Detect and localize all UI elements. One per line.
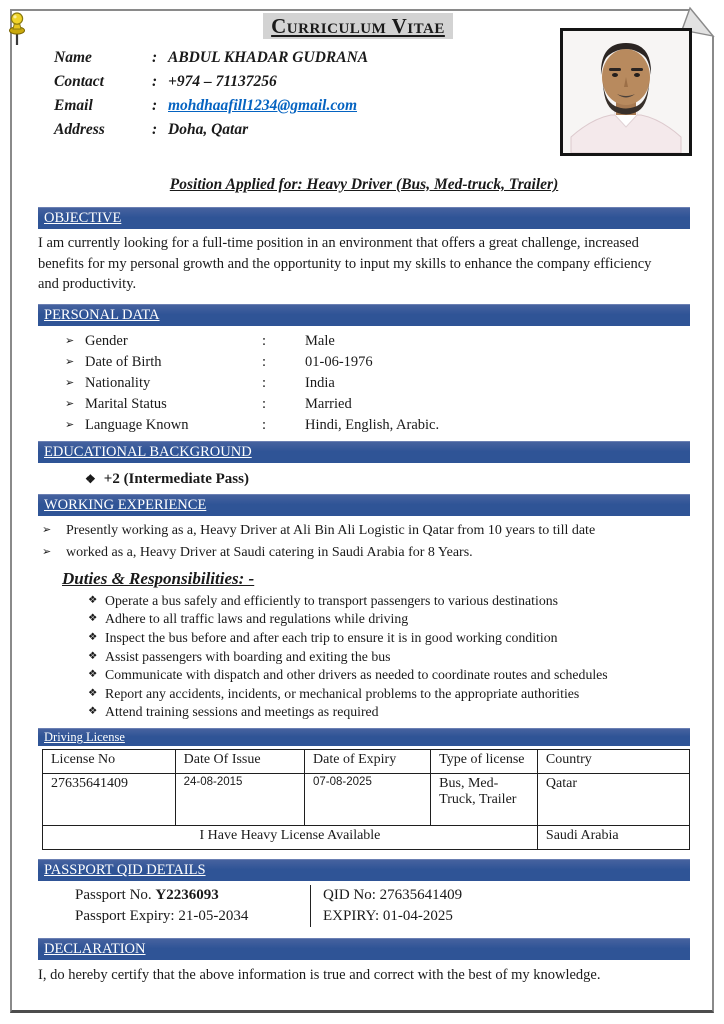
duty-item bbox=[88, 648, 690, 667]
name-value: ABDUL KHADAR GUDRANA bbox=[168, 49, 369, 66]
passport-details-block bbox=[38, 885, 690, 927]
duty-item bbox=[88, 592, 690, 611]
colon-separator: : bbox=[152, 97, 158, 114]
contact-value: +974 – 71137256 bbox=[168, 73, 277, 90]
qid-right-column bbox=[310, 885, 462, 927]
colon-separator: : bbox=[262, 353, 267, 370]
colon-separator: : bbox=[262, 395, 267, 412]
table-row bbox=[43, 773, 690, 825]
colon-separator: : bbox=[152, 73, 158, 90]
section-heading-text: WORKING EXPERIENCE bbox=[44, 496, 207, 513]
section-header-passport bbox=[38, 859, 690, 881]
qid-expiry-line bbox=[323, 906, 462, 927]
driving-license-table bbox=[42, 749, 690, 850]
duty-item bbox=[88, 610, 690, 629]
personal-value: Married bbox=[305, 395, 352, 412]
diamond-bullet-icon: ❖ bbox=[85, 471, 96, 486]
duties-list bbox=[38, 592, 690, 722]
section-header-objective bbox=[38, 207, 690, 229]
cell-date-issue: 24-08-2015 bbox=[175, 773, 304, 825]
personal-label: Date of Birth bbox=[85, 353, 162, 370]
section-heading-text: Driving License bbox=[44, 729, 125, 744]
section-heading-text: DECLARATION bbox=[44, 940, 146, 957]
passport-no-label: Passport No. bbox=[75, 886, 152, 903]
education-item bbox=[85, 468, 690, 490]
duty-item bbox=[88, 703, 690, 722]
experience-text: Presently working as a, Heavy Driver at Ali Bin Ali Logistic in Qatar from 10 years to till date bbox=[66, 522, 596, 538]
personal-value: 01-06-1976 bbox=[305, 353, 373, 370]
personal-value: Hindi, English, Arabic. bbox=[305, 416, 440, 433]
colon-separator: : bbox=[262, 416, 267, 433]
personal-value: Male bbox=[305, 332, 335, 349]
duty-item bbox=[88, 685, 690, 704]
arrow-bullet-icon: ➢ bbox=[42, 545, 52, 558]
page-title: Curriculum Vitae bbox=[263, 13, 453, 39]
field-label: Contact bbox=[54, 73, 104, 90]
section-heading-text: EDUCATIONAL BACKGROUND bbox=[44, 443, 252, 460]
arrow-bullet-icon: ➢ bbox=[65, 376, 75, 389]
col-header-date-expiry: Date of Expiry bbox=[305, 749, 431, 773]
education-text: +2 (Intermediate Pass) bbox=[103, 470, 249, 487]
qid-no-label: QID No: bbox=[323, 886, 376, 903]
personal-label: Gender bbox=[85, 332, 128, 349]
diamond-bullet-icon: ❖ bbox=[88, 594, 98, 606]
colon-separator: : bbox=[262, 332, 267, 349]
section-header-personal-data bbox=[38, 304, 690, 326]
section-header-driving-license bbox=[38, 728, 690, 746]
duties-heading: Duties & Responsibilities: - bbox=[62, 568, 255, 588]
duty-text: Report any accidents, incidents, or mechanical problems to the appropriate authorities bbox=[105, 685, 580, 701]
personal-row-marital bbox=[65, 394, 690, 415]
diamond-bullet-icon: ❖ bbox=[88, 706, 98, 718]
passport-number-line bbox=[75, 885, 310, 906]
duty-text: Communicate with dispatch and other drivers as needed to coordinate routes and schedules bbox=[105, 667, 608, 683]
diamond-bullet-icon: ❖ bbox=[88, 687, 98, 699]
diamond-bullet-icon: ❖ bbox=[88, 669, 98, 681]
duty-text: Operate a bus safely and efficiently to transport passengers to various destinations bbox=[105, 592, 558, 608]
duty-item bbox=[88, 666, 690, 685]
cell-footer-country: Saudi Arabia bbox=[537, 825, 689, 849]
col-header-date-issue: Date Of Issue bbox=[175, 749, 304, 773]
duty-text: Inspect the bus before and after each trip to ensure it is in good working condition bbox=[105, 629, 558, 645]
experience-item bbox=[42, 542, 690, 563]
field-label: Email bbox=[54, 97, 93, 114]
qid-expiry-label: EXPIRY: bbox=[323, 907, 380, 924]
table-header-row bbox=[43, 749, 690, 773]
cell-license-no: 27635641409 bbox=[43, 773, 176, 825]
colon-separator: : bbox=[262, 374, 267, 391]
colon-separator: : bbox=[152, 121, 158, 138]
personal-label: Marital Status bbox=[85, 395, 167, 412]
position-applied-line: Position Applied for: Heavy Driver (Bus, Med-truck, Trailer) bbox=[169, 176, 559, 193]
section-heading-text: PASSPORT QID DETAILS bbox=[44, 861, 206, 878]
passport-expiry-value: 21-05-2034 bbox=[178, 907, 249, 924]
arrow-bullet-icon: ➢ bbox=[65, 397, 75, 410]
arrow-bullet-icon: ➢ bbox=[65, 334, 75, 347]
cell-heavy-license-note: I Have Heavy License Available bbox=[43, 825, 538, 849]
passport-expiry-label: Passport Expiry: bbox=[75, 907, 175, 924]
field-label: Address bbox=[54, 121, 105, 138]
cell-country: Qatar bbox=[537, 773, 689, 825]
diamond-bullet-icon: ❖ bbox=[88, 631, 98, 643]
duty-text: Adhere to all traffic laws and regulations while driving bbox=[105, 611, 409, 627]
address-value: Doha, Qatar bbox=[168, 121, 249, 138]
section-header-education bbox=[38, 441, 690, 463]
section-heading-text: PERSONAL DATA bbox=[44, 306, 160, 323]
duty-text: Attend training sessions and meetings as required bbox=[105, 704, 379, 720]
passport-no-value: Y2236093 bbox=[155, 886, 219, 903]
applicant-photo bbox=[560, 28, 692, 156]
personal-label: Language Known bbox=[85, 416, 189, 433]
objective-text: I am currently looking for a full-time position in an environment that offers a great challenge, increased benefits for my personal growth and the opportunity to input my skills to enhance the company efficiency and productivity. bbox=[38, 235, 652, 293]
experience-list bbox=[38, 520, 690, 563]
passport-left-column bbox=[38, 885, 310, 927]
cell-license-type: Bus, Med-Truck, Trailer bbox=[431, 773, 538, 825]
diamond-bullet-icon: ❖ bbox=[88, 650, 98, 662]
qid-number-line bbox=[323, 885, 462, 906]
personal-value: India bbox=[305, 374, 335, 391]
document-content bbox=[38, 14, 690, 986]
personal-row-dob bbox=[65, 352, 690, 373]
personal-data-list bbox=[38, 331, 690, 436]
declaration-text: I, do hereby certify that the above information is true and correct with the best of my knowledge. bbox=[38, 966, 601, 983]
col-header-license-type: Type of license bbox=[431, 749, 538, 773]
colon-separator: : bbox=[152, 49, 158, 66]
personal-row-gender bbox=[65, 331, 690, 352]
duty-text: Assist passengers with boarding and exiting the bus bbox=[105, 648, 391, 664]
arrow-bullet-icon: ➢ bbox=[65, 355, 75, 368]
col-header-license-no: License No bbox=[43, 749, 176, 773]
cell-date-expiry: 07-08-2025 bbox=[305, 773, 431, 825]
personal-row-nationality bbox=[65, 373, 690, 394]
arrow-bullet-icon: ➢ bbox=[42, 523, 52, 536]
field-label: Name bbox=[54, 49, 92, 66]
qid-expiry-value: 01-04-2025 bbox=[382, 907, 453, 924]
diamond-bullet-icon: ❖ bbox=[88, 613, 98, 625]
passport-expiry-line bbox=[75, 906, 310, 927]
experience-text: worked as a, Heavy Driver at Saudi catering in Saudi Arabia for 8 Years. bbox=[66, 544, 473, 560]
personal-row-language bbox=[65, 415, 690, 436]
email-link[interactable]: mohdhaafill1234@gmail.com bbox=[168, 97, 358, 114]
qid-no-value: 27635641409 bbox=[379, 886, 463, 903]
section-heading-text: OBJECTIVE bbox=[44, 210, 122, 226]
arrow-bullet-icon: ➢ bbox=[65, 418, 75, 431]
personal-label: Nationality bbox=[85, 374, 151, 391]
pushpin-icon bbox=[4, 12, 30, 51]
duty-item bbox=[88, 629, 690, 648]
section-header-experience bbox=[38, 494, 690, 516]
table-row bbox=[43, 825, 690, 849]
col-header-country: Country bbox=[537, 749, 689, 773]
experience-item bbox=[42, 520, 690, 541]
section-header-declaration bbox=[38, 938, 690, 960]
